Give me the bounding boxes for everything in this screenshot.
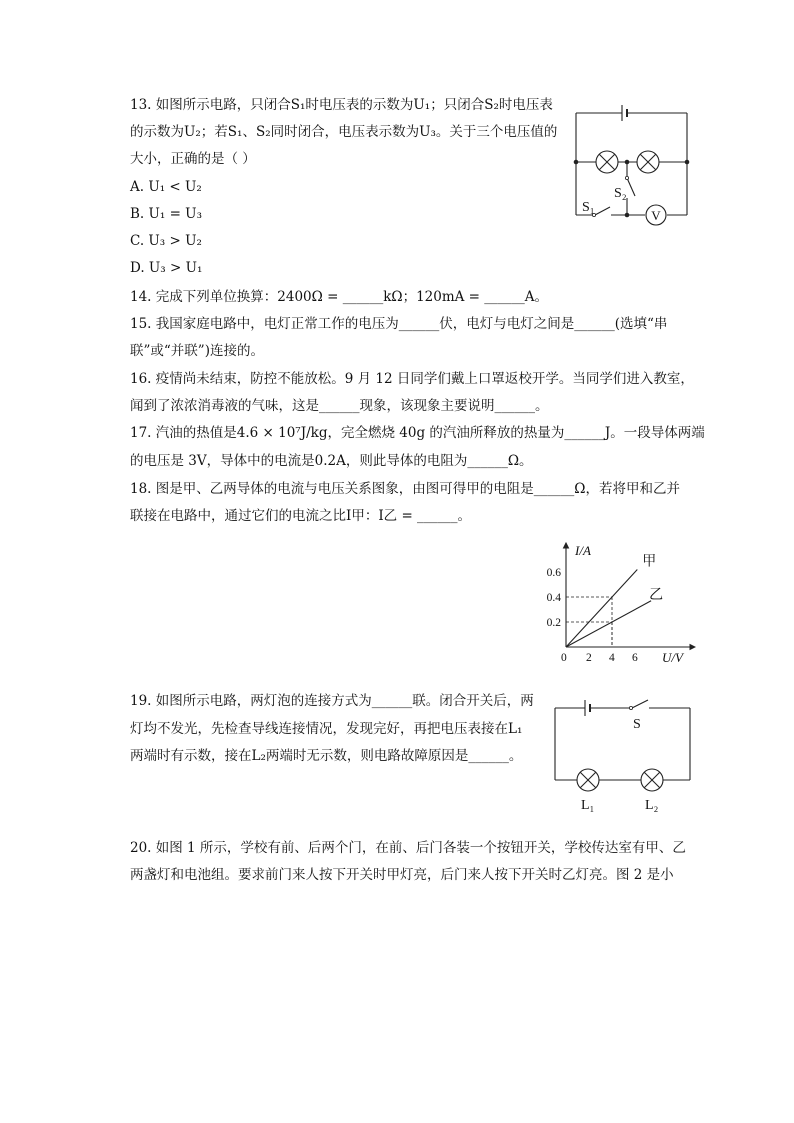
q13-circuit-diagram	[560, 100, 700, 235]
q18-line-1: 18. 图是甲、乙两导体的电流与电压关系图象，由图可得甲的电阻是______Ω，若将甲和乙并	[130, 481, 680, 497]
q16-line-1: 16. 疫情尚未结束，防控不能放松。9 月 12 日同学们戴上口罩返校开学。当同学们进入教室，	[130, 371, 694, 387]
q19-circuit-diagram	[545, 692, 700, 817]
q16-line-2: 闻到了浓浓消毒液的气味，这是______现象，该现象主要说明______。	[130, 398, 549, 414]
q13-option-b: B. U₁ = U₃	[130, 206, 202, 222]
q19-line-2: 灯均不发光，先检查导线连接情况，发现完好，再把电压表接在L₁	[130, 721, 523, 737]
switch-s1-label: S₁	[582, 200, 595, 215]
bulb-icon	[596, 151, 618, 173]
voltmeter-icon	[646, 205, 666, 225]
q13-line-1: 13. 如图所示电路，只闭合S₁时电压表的示数为U₁；只闭合S₂时电压表	[130, 97, 553, 113]
series-label-1: 乙	[649, 587, 664, 603]
q13-option-c: C. U₃ > U₂	[130, 233, 202, 249]
bulb-l2-icon	[641, 769, 663, 791]
q13-line-2: 的示数为U₂；若S₁、S₂同时闭合，电压表示数为U₃。关于三个电压值的	[130, 124, 558, 140]
switch-s-label: S	[633, 717, 641, 732]
series-label-0: 甲	[642, 554, 657, 570]
current-voltage-chart	[535, 535, 710, 670]
series-line-0	[566, 570, 637, 648]
q13-line-3: 大小，正确的是（ ）	[130, 151, 256, 167]
y-tick-label: 0.4	[546, 592, 561, 604]
x-tick-label: 6	[632, 652, 638, 664]
q13-option-a: A. U₁ < U₂	[130, 179, 202, 195]
series-line-1	[566, 601, 651, 647]
switch-s1-blade-icon	[595, 207, 610, 215]
y-axis-label: I/A	[575, 543, 591, 558]
q19-line-3: 两端时有示数，接在L₂两端时无示数，则电路故障原因是______。	[130, 748, 523, 764]
bulb-l1-icon	[577, 769, 599, 791]
q13-option-d: D. U₃ > U₁	[130, 260, 203, 276]
q20-line-1: 20. 如图 1 所示，学校有前、后两个门，在前、后门各装一个按钮开关，学校传达室有甲、乙	[130, 840, 686, 856]
q17-line-1: 17. 汽油的热值是4.6 × 10⁷J/kg，完全燃烧 40g 的汽油所释放的热量为______J。一段导体两端	[130, 425, 705, 441]
y-tick-label: 0.2	[546, 617, 561, 629]
q15-line-2: 联”或“并联”)连接的。	[130, 343, 264, 359]
y-tick-label: 0.6	[546, 567, 561, 579]
bulb-icon	[637, 151, 659, 173]
q17-line-2: 的电压是 3V，导体中的电流是0.2A，则此导体的电阻为______Ω。	[130, 453, 533, 469]
bulb-l2-label: L₂	[645, 798, 659, 813]
x-tick-label: 4	[609, 652, 615, 664]
q15-line-1: 15. 我国家庭电路中，电灯正常工作的电压为______伏，电灯与电灯之间是______(选填“串	[130, 316, 668, 332]
q14-line: 14. 完成下列单位换算：2400Ω = ______kΩ；120mA = ______A。	[130, 289, 549, 305]
voltmeter-label: V	[651, 208, 661, 223]
q19-line-1: 19. 如图所示电路，两灯泡的连接方式为______联。闭合开关后，两	[130, 693, 534, 709]
switch-s-blade-icon	[632, 700, 648, 708]
x-tick-label: 0	[561, 652, 567, 664]
x-tick-label: 2	[586, 652, 592, 664]
q20-line-2: 两盏灯和电池组。要求前门来人按下开关时甲灯亮，后门来人按下开关时乙灯亮。图 2 是小	[130, 867, 674, 883]
q18-line-2: 联接在电路中，通过它们的电流之比I甲：I乙 = ______。	[130, 508, 472, 524]
bulb-l1-label: L₁	[581, 798, 595, 813]
x-axis-label: U/V	[662, 650, 683, 665]
switch-s2-label: S₂	[614, 186, 627, 201]
switch-s2-blade-icon	[627, 178, 635, 196]
